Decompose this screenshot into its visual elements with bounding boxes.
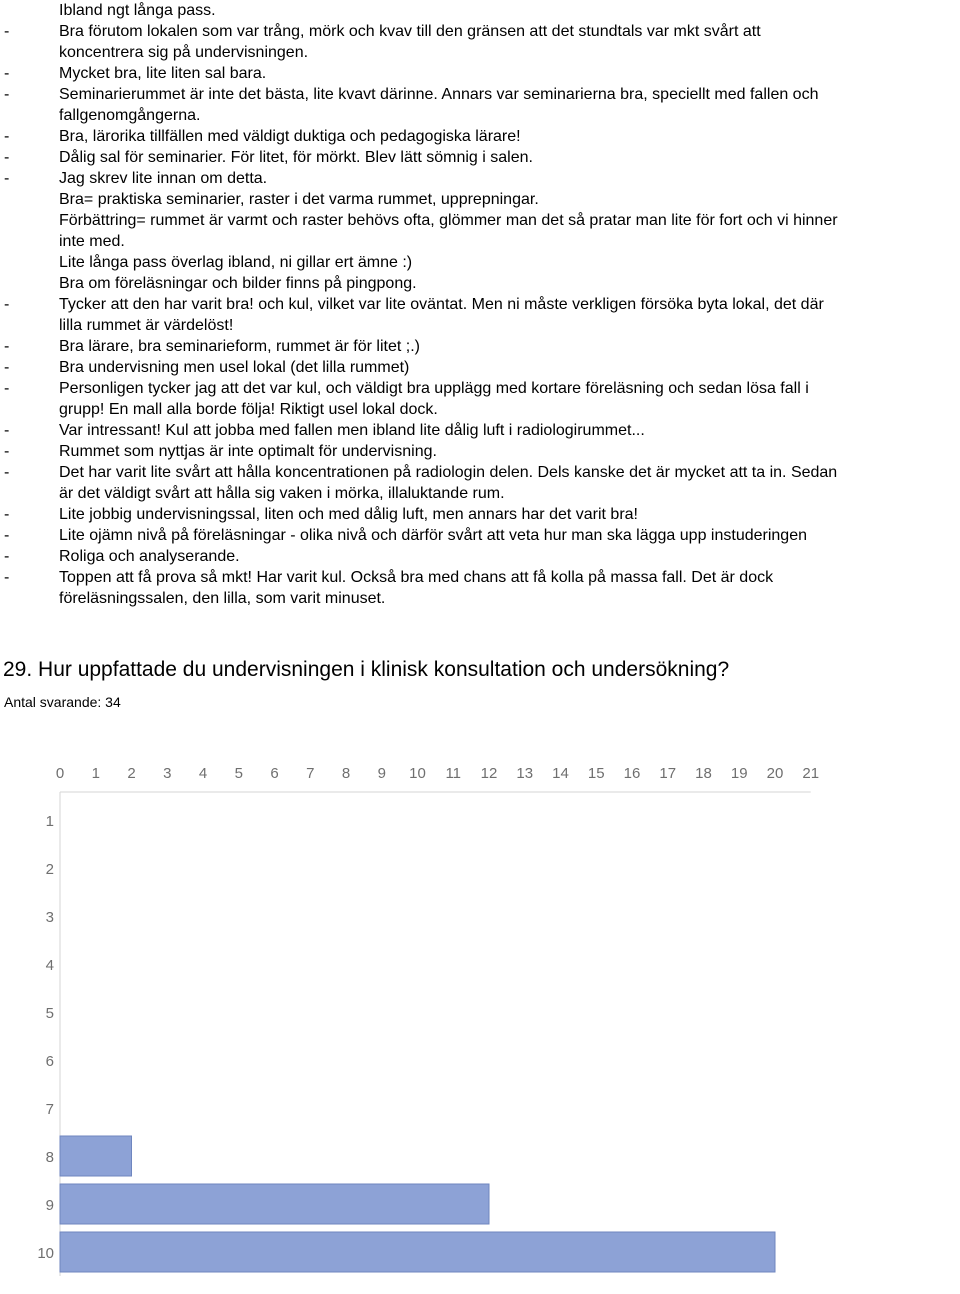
x-tick-label: 20 [766,765,784,782]
comment-text: Mycket bra, lite liten sal bara. [59,65,267,82]
x-tick-label: 12 [480,765,498,782]
bullet-dash: - [4,170,10,187]
y-category-label: 4 [45,957,54,974]
bullet-dash: - [4,23,10,40]
comment-text: Tycker att den har varit bra! och kul, vilket var lite oväntat. Men ni måste verkligen försöka byta lokal, det där [59,296,824,313]
x-tick-label: 3 [163,765,172,782]
comment-text: Var intressant! Kul att jobba med fallen men ibland lite dålig luft i radiologirummet... [59,422,645,439]
bullet-dash: - [4,569,10,586]
comment-line [0,525,960,546]
comment-text: Bra om föreläsningar och bilder finns på pingpong. [59,275,417,292]
comment-text: Bra= praktiska seminarier, raster i det varma rummet, upprepningar. [59,191,539,208]
comment-text: Toppen att få prova så mkt! Har varit kul. Också bra med chans att få kolla på massa fall. Det är dock [59,569,774,586]
bullet-dash: - [4,422,10,439]
comment-text: Bra undervisning men usel lokal (det lilla rummet) [59,359,410,376]
comment-text: Ibland ngt långa pass. [59,2,216,19]
comment-text: Bra lärare, bra seminarieform, rummet är för litet ;.) [59,338,420,355]
comment-line [0,336,960,357]
comment-text: Bra, lärorika tillfällen med väldigt duktiga och pedagogiska lärare! [59,128,521,145]
x-tick-label: 5 [234,765,243,782]
bullet-dash: - [4,443,10,460]
comment-text: Bra förutom lokalen som var trång, mörk och kvav till den gränsen att det stundtals var mkt svårt att [59,23,761,40]
comment-line [0,0,960,21]
bar-category-8 [60,1136,132,1176]
bullet-dash: - [4,380,10,397]
comment-line [0,210,960,231]
comment-line [0,168,960,189]
comment-text: Seminarierummet är inte det bästa, lite kvavt därinne. Annars var seminarierna bra, speciellt med fallen och [59,86,819,103]
bullet-dash: - [4,548,10,565]
comment-line [0,483,960,504]
x-tick-label: 1 [91,765,100,782]
y-category-label: 8 [45,1149,54,1166]
comment-line [0,105,960,126]
x-tick-label: 7 [306,765,315,782]
x-tick-label: 11 [445,765,462,782]
comment-line [0,147,960,168]
bar-category-9 [60,1184,489,1224]
bar-category-10 [60,1232,775,1272]
bullet-dash: - [4,506,10,523]
y-category-label: 6 [45,1053,54,1070]
x-tick-label: 15 [587,765,605,782]
comment-line [0,357,960,378]
comment-text: Förbättring= rummet är varmt och raster behövs ofta, glömmer man det så pratar man lite för fort och vi hinner [59,212,838,229]
comment-line [0,189,960,210]
bullet-dash: - [4,65,10,82]
x-tick-label: 2 [127,765,136,782]
x-tick-label: 6 [270,765,279,782]
bullet-dash: - [4,527,10,544]
comment-line [0,294,960,315]
comment-line [0,546,960,567]
x-tick-label: 21 [802,765,820,782]
y-category-label: 3 [45,909,54,926]
question-title: 29. Hur uppfattade du undervisningen i klinisk konsultation och undersökning? [3,658,730,681]
respondent-count: Antal svarande: 34 [4,694,121,710]
x-tick-label: 13 [516,765,534,782]
bullet-dash: - [4,338,10,355]
y-category-label: 2 [45,861,54,878]
comment-line [0,84,960,105]
y-category-label: 5 [45,1005,54,1022]
y-category-label: 1 [45,813,54,830]
comment-line [0,441,960,462]
comment-text: koncentrera sig på undervisningen. [59,44,309,61]
comment-text: Roliga och analyserande. [59,548,240,565]
x-tick-label: 17 [659,765,677,782]
comment-text: Dålig sal för seminarier. För litet, för mörkt. Blev lätt sömnig i salen. [59,149,533,166]
comment-line [0,63,960,84]
comment-line [0,315,960,336]
comment-text: Lite jobbig undervisningssal, liten och med dålig luft, men annars har det varit bra! [59,506,638,523]
comment-line [0,420,960,441]
y-category-label: 10 [37,1245,54,1262]
comment-text: föreläsningssalen, den lilla, som varit minuset. [59,590,386,607]
comment-text: grupp! En mall alla borde följa! Riktigt usel lokal dock. [59,401,438,418]
comment-text: lilla rummet är värdelöst! [59,317,234,334]
x-tick-label: 19 [730,765,748,782]
comment-text: inte med. [59,233,125,250]
comment-text: Lite ojämn nivå på föreläsningar - olika nivå och därför svårt att veta hur man ska lägga upp instuderingen [59,527,807,544]
bullet-dash: - [4,359,10,376]
comment-line [0,567,960,588]
comment-line [0,231,960,252]
comment-text: Rummet som nyttjas är inte optimalt för undervisning. [59,443,437,460]
bullet-dash: - [4,128,10,145]
x-tick-label: 18 [695,765,712,782]
comment-line [0,378,960,399]
x-tick-label: 4 [198,765,208,782]
y-category-label: 9 [45,1197,54,1214]
x-tick-label: 16 [623,765,641,782]
x-tick-label: 8 [341,765,351,782]
comment-text: Det har varit lite svårt att hålla koncentrationen på radiologin delen. Dels kanske det är mycket att ta in. Sedan [59,464,838,481]
bullet-dash: - [4,149,10,166]
bullet-dash: - [4,464,10,481]
comment-line [0,252,960,273]
response-bar-chart [0,750,960,1294]
comment-text: är det väldigt svårt att hålla sig vaken i mörka, illaluktande rum. [59,485,505,502]
y-category-label: 7 [45,1101,54,1118]
comment-line [0,126,960,147]
comment-text: fallgenomgångerna. [59,107,201,124]
bullet-dash: - [4,296,10,313]
comment-line [0,399,960,420]
comment-line [0,588,960,609]
x-tick-label: 10 [409,765,426,782]
comment-line [0,21,960,42]
comment-text: Jag skrev lite innan om detta. [59,170,268,187]
x-tick-label: 0 [55,765,65,782]
comment-line [0,273,960,294]
bullet-dash: - [4,86,10,103]
comment-line [0,42,960,63]
comment-line [0,504,960,525]
x-tick-label: 14 [552,765,569,782]
comment-text: Personligen tycker jag att det var kul, och väldigt bra upplägg med kortare föreläsning och sedan lösa fall i [59,380,809,397]
comment-text: Lite långa pass överlag ibland, ni gillar ert ämne :) [59,254,413,271]
x-tick-label: 9 [377,765,386,782]
comment-line [0,462,960,483]
